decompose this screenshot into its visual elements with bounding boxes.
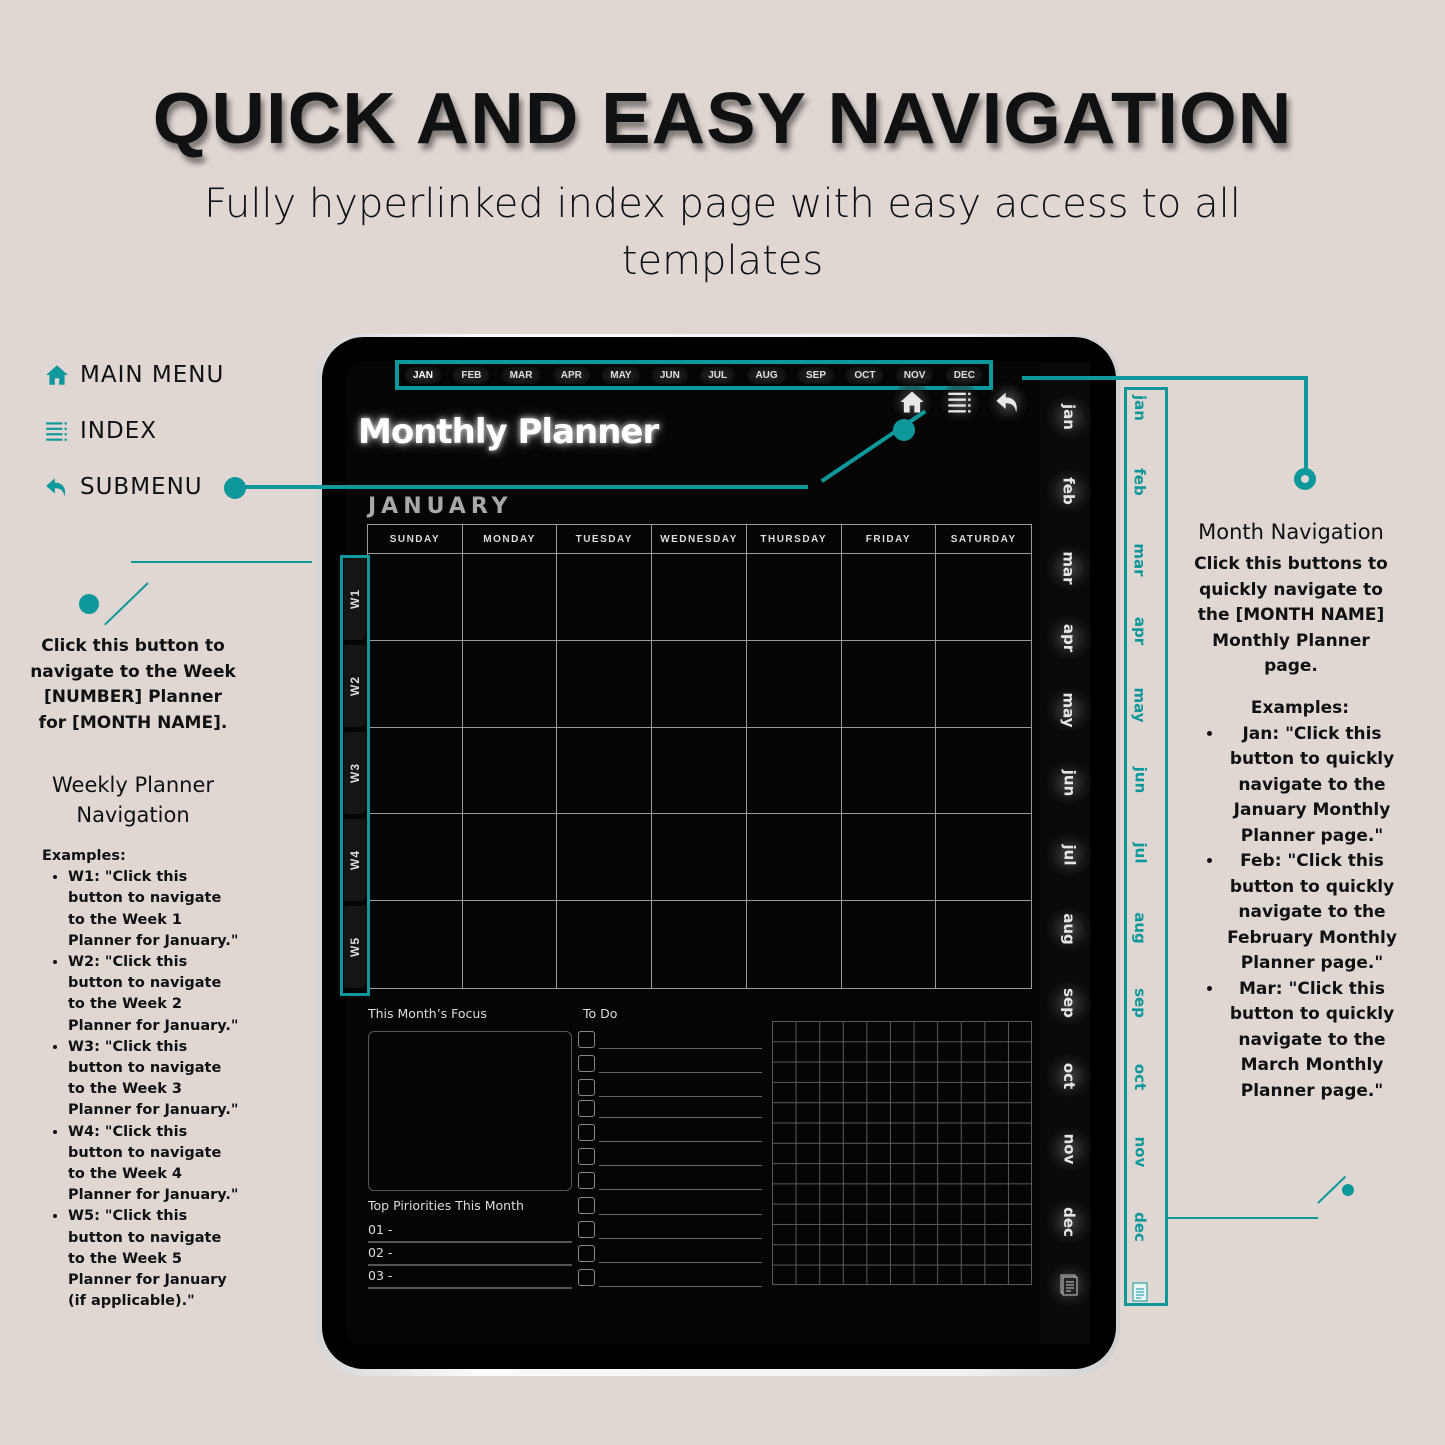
teal-month-label: feb (1131, 468, 1149, 496)
teal-month-label: dec (1131, 1212, 1149, 1242)
weekly-note-title: Weekly Planner Navigation (51, 773, 214, 827)
todo-item[interactable] (578, 1221, 764, 1241)
day-cell[interactable] (747, 728, 842, 815)
side-month-mar[interactable] (1046, 545, 1092, 591)
priority-line-3[interactable]: 03 - (368, 1268, 572, 1289)
monthly-example: • Jan: "Click this button to quickly navigate to the January Monthly Planner page." (1224, 722, 1400, 850)
week-label: W5 (348, 937, 362, 957)
undo-arrow-icon (994, 388, 1022, 416)
todo-line (599, 1214, 762, 1215)
week-label: W1 (348, 589, 362, 609)
weekday-label: SATURDAY (950, 533, 1017, 545)
side-month-label: apr (1059, 623, 1078, 653)
priorities-label: Top Piriorities This Month (368, 1198, 524, 1213)
top-month-may[interactable]: MAY (602, 367, 639, 384)
day-cell[interactable] (936, 814, 1031, 901)
side-month-label: feb (1060, 477, 1078, 505)
todo-checkbox[interactable] (578, 1197, 595, 1214)
week-label: W2 (348, 676, 362, 696)
day-cell[interactable] (747, 554, 842, 641)
top-month-sep[interactable]: SEP (798, 367, 834, 384)
teal-month-oct[interactable] (1128, 1057, 1152, 1097)
weekly-example: • W3: "Click this button to navigate to the Week 3 Planner for January." (68, 1037, 242, 1122)
todo-item[interactable] (578, 1172, 764, 1192)
day-cell[interactable] (463, 554, 558, 641)
teal-month-feb[interactable] (1128, 462, 1152, 502)
weekday-label: TUESDAY (557, 525, 652, 553)
todo-checkbox[interactable] (578, 1055, 595, 1072)
monthly-example: • Feb: "Click this button to quickly navigate to the February Monthly Planner page." (1224, 849, 1400, 977)
side-month-jun[interactable] (1046, 760, 1092, 806)
todo-line (599, 1189, 762, 1190)
day-cell[interactable] (842, 728, 937, 815)
legend-label: SUBMENU (80, 474, 203, 500)
day-cell[interactable] (747, 641, 842, 728)
weekly-example: • W4: "Click this button to navigate to the Week 4 Planner for January." (68, 1122, 242, 1207)
legend-label: INDEX (80, 418, 157, 444)
todo-checkbox[interactable] (578, 1031, 595, 1048)
weekly-examples (42, 846, 242, 1312)
weekday-label: THURSDAY (747, 525, 842, 553)
connector-line (104, 582, 149, 625)
index-list-icon (44, 418, 70, 444)
teal-month-label: may (1131, 687, 1150, 723)
top-month-oct[interactable]: OCT (846, 367, 883, 384)
top-month-nov[interactable]: NOV (896, 367, 934, 384)
monthly-note-title: Month Navigation (1198, 520, 1384, 544)
day-cell[interactable] (557, 728, 652, 815)
top-month-jun[interactable]: JUN (652, 367, 688, 384)
todo-line (599, 1141, 762, 1142)
day-cell[interactable] (557, 641, 652, 728)
top-month-feb[interactable]: FEB (453, 367, 489, 384)
todo-item[interactable] (578, 1124, 764, 1144)
side-month-label: nov (1059, 1133, 1078, 1165)
side-month-label: mar (1060, 551, 1078, 585)
todo-item[interactable] (578, 1269, 764, 1289)
todo-line (599, 1238, 762, 1239)
side-month-label: oct (1060, 1062, 1078, 1090)
teal-month-mar[interactable] (1128, 540, 1152, 580)
todo-checkbox[interactable] (578, 1221, 595, 1238)
side-month-dec[interactable] (1046, 1199, 1092, 1245)
teal-month-label: aug (1131, 912, 1150, 944)
day-cell[interactable] (842, 814, 937, 901)
top-month-dec[interactable]: DEC (946, 367, 983, 384)
day-cell[interactable] (368, 641, 463, 728)
top-month-apr[interactable]: APR (553, 367, 590, 384)
teal-month-label: mar (1131, 543, 1149, 577)
todo-checkbox[interactable] (578, 1245, 595, 1262)
todo-item[interactable] (578, 1148, 764, 1168)
teal-month-nov[interactable] (1128, 1132, 1152, 1172)
connector-dot (1342, 1184, 1354, 1196)
side-month-feb[interactable] (1046, 468, 1092, 514)
notes-grid[interactable] (772, 1021, 1032, 1285)
day-cell[interactable] (842, 554, 937, 641)
day-cell[interactable] (368, 901, 463, 988)
side-month-label: sep (1060, 988, 1078, 1018)
top-month-mar[interactable]: MAR (502, 367, 541, 384)
weekly-example: • W2: "Click this button to navigate to the Week 2 Planner for January." (68, 952, 242, 1037)
day-cell[interactable] (652, 901, 747, 988)
index-list-icon (946, 388, 974, 416)
teal-month-label: jan (1131, 395, 1150, 421)
undo-arrow-icon (44, 474, 70, 500)
day-cell[interactable] (936, 728, 1031, 815)
legend-index (44, 418, 157, 444)
connector-dot (79, 594, 99, 614)
month-heading: JANUARY (368, 494, 513, 519)
weekly-note-description: Click this button to navigate to the Week [NUMBER] Planner for [MONTH NAME]. (30, 636, 236, 733)
day-cell[interactable] (747, 901, 842, 988)
side-month-label: jan (1059, 404, 1078, 430)
teal-month-label: jul (1131, 842, 1149, 864)
side-month-label: aug (1059, 913, 1078, 945)
teal-month-label: nov (1131, 1136, 1150, 1168)
teal-month-aug[interactable] (1128, 908, 1152, 948)
connector-dot (893, 419, 915, 441)
day-cell[interactable] (936, 901, 1031, 988)
day-cell[interactable] (652, 641, 747, 728)
page-subtitle: Fully hyperlinked index page with easy access to all templates (204, 181, 1241, 284)
todo-item[interactable] (578, 1197, 764, 1217)
examples-label: Examples: (42, 848, 126, 864)
weekday-label: WEDNESDAY (652, 525, 747, 553)
day-cell[interactable] (652, 728, 747, 815)
day-cell[interactable] (368, 728, 463, 815)
legend-submenu (44, 474, 203, 500)
teal-month-jan[interactable] (1128, 388, 1152, 428)
teal-month-label: oct (1131, 1063, 1149, 1091)
teal-month-dec[interactable] (1128, 1207, 1152, 1247)
day-cell[interactable] (463, 641, 558, 728)
calendar-grid (367, 524, 1032, 989)
todo-item[interactable] (578, 1031, 764, 1051)
connector-line (131, 561, 312, 563)
day-cell[interactable] (936, 554, 1031, 641)
notes-document-icon (1131, 1281, 1149, 1303)
week-label: W3 (348, 763, 362, 783)
connector-line (240, 485, 808, 489)
teal-month-label: sep (1131, 988, 1149, 1018)
todo-line (599, 1165, 762, 1166)
index-button[interactable] (940, 382, 980, 422)
day-cell[interactable] (747, 814, 842, 901)
connector-line (1304, 376, 1308, 470)
priority-line-2[interactable]: 02 - (368, 1245, 572, 1266)
weekly-example: • W1: "Click this button to navigate to the Week 1 Planner for January." (68, 867, 242, 952)
todo-label: To Do (583, 1006, 618, 1021)
connector-ring (1294, 468, 1316, 490)
side-month-apr[interactable] (1046, 615, 1092, 661)
examples-label: Examples: (1250, 698, 1350, 718)
side-month-label: dec (1060, 1207, 1078, 1237)
legend-label: MAIN MENU (80, 362, 225, 388)
top-month-aug[interactable]: AUG (747, 367, 785, 384)
day-cell[interactable] (463, 728, 558, 815)
todo-line (599, 1096, 762, 1097)
priority-line-1[interactable]: 01 - (368, 1222, 572, 1243)
todo-line (599, 1072, 762, 1073)
connector-line (1022, 376, 1308, 380)
todo-item[interactable] (578, 1245, 764, 1265)
todo-item[interactable] (578, 1100, 764, 1120)
day-cell[interactable] (463, 814, 558, 901)
weekly-example: • W5: "Click this button to navigate to the Week 5 Planner for January (if applicable)." (68, 1206, 242, 1312)
top-month-jan[interactable]: JAN (405, 367, 441, 384)
side-month-may[interactable] (1046, 687, 1092, 733)
weekday-label: SUNDAY (368, 525, 463, 553)
monthly-note-description: Click this buttons to quickly navigate to the [MONTH NAME] Monthly Planner page. (1194, 554, 1388, 676)
todo-line (599, 1048, 762, 1049)
teal-notes-button[interactable] (1128, 1272, 1152, 1312)
home-icon (44, 362, 70, 388)
legend-main-menu (44, 362, 224, 388)
day-cell[interactable] (557, 554, 652, 641)
teal-month-may[interactable] (1128, 685, 1152, 725)
side-month-oct[interactable] (1046, 1053, 1092, 1099)
teal-month-sep[interactable] (1128, 983, 1152, 1023)
side-month-nov[interactable] (1046, 1126, 1092, 1172)
side-notes-button[interactable] (1046, 1262, 1092, 1308)
day-cell[interactable] (368, 814, 463, 901)
week-tabs-highlight (340, 555, 370, 996)
side-month-aug[interactable] (1046, 906, 1092, 952)
day-cell[interactable] (557, 814, 652, 901)
day-cell[interactable] (557, 901, 652, 988)
side-month-label: may (1059, 692, 1078, 728)
planner-title: Monthly Planner (358, 412, 659, 452)
day-cell[interactable] (936, 641, 1031, 728)
weekday-label: FRIDAY (842, 525, 937, 553)
teal-month-label: apr (1131, 616, 1150, 646)
todo-checkbox[interactable] (578, 1148, 595, 1165)
monthly-examples (1200, 696, 1400, 1104)
page-headline: QUICK AND EASY NAVIGATION (152, 79, 1293, 159)
day-cell[interactable] (842, 641, 937, 728)
focus-textarea[interactable] (368, 1031, 572, 1191)
side-month-label: jun (1060, 769, 1078, 797)
notes-document-icon (1060, 1274, 1078, 1296)
todo-item[interactable] (578, 1079, 764, 1099)
todo-checkbox[interactable] (578, 1124, 595, 1141)
monthly-example: • Mar: "Click this button to quickly navigate to the March Monthly Planner page." (1224, 977, 1400, 1105)
weekday-label: MONDAY (463, 525, 558, 553)
side-month-jan[interactable] (1046, 394, 1092, 440)
todo-line (599, 1286, 762, 1287)
day-cell[interactable] (842, 901, 937, 988)
top-month-jul[interactable]: JUL (700, 367, 735, 384)
weekday-header (368, 525, 1031, 554)
week-label: W4 (348, 850, 362, 870)
teal-month-jun[interactable] (1128, 760, 1152, 800)
teal-month-jul[interactable] (1128, 833, 1152, 873)
day-cell[interactable] (652, 554, 747, 641)
todo-item[interactable] (578, 1055, 764, 1075)
connector-line (1168, 1217, 1318, 1219)
todo-checkbox[interactable] (578, 1100, 595, 1117)
todo-checkbox[interactable] (578, 1079, 595, 1096)
todo-line (599, 1262, 762, 1263)
todo-checkbox[interactable] (578, 1269, 595, 1286)
todo-checkbox[interactable] (578, 1172, 595, 1189)
focus-label: This Month’s Focus (368, 1006, 487, 1021)
submenu-button[interactable] (988, 382, 1028, 422)
todo-line (599, 1117, 762, 1118)
home-button[interactable] (892, 382, 932, 422)
side-month-sep[interactable] (1046, 980, 1092, 1026)
day-cell[interactable] (652, 814, 747, 901)
calendar-days (368, 554, 1031, 988)
teal-month-label: jun (1131, 766, 1149, 794)
side-month-jul[interactable] (1046, 832, 1092, 878)
side-month-label: jul (1060, 844, 1078, 866)
day-cell[interactable] (463, 901, 558, 988)
day-cell[interactable] (368, 554, 463, 641)
teal-month-apr[interactable] (1128, 611, 1152, 651)
